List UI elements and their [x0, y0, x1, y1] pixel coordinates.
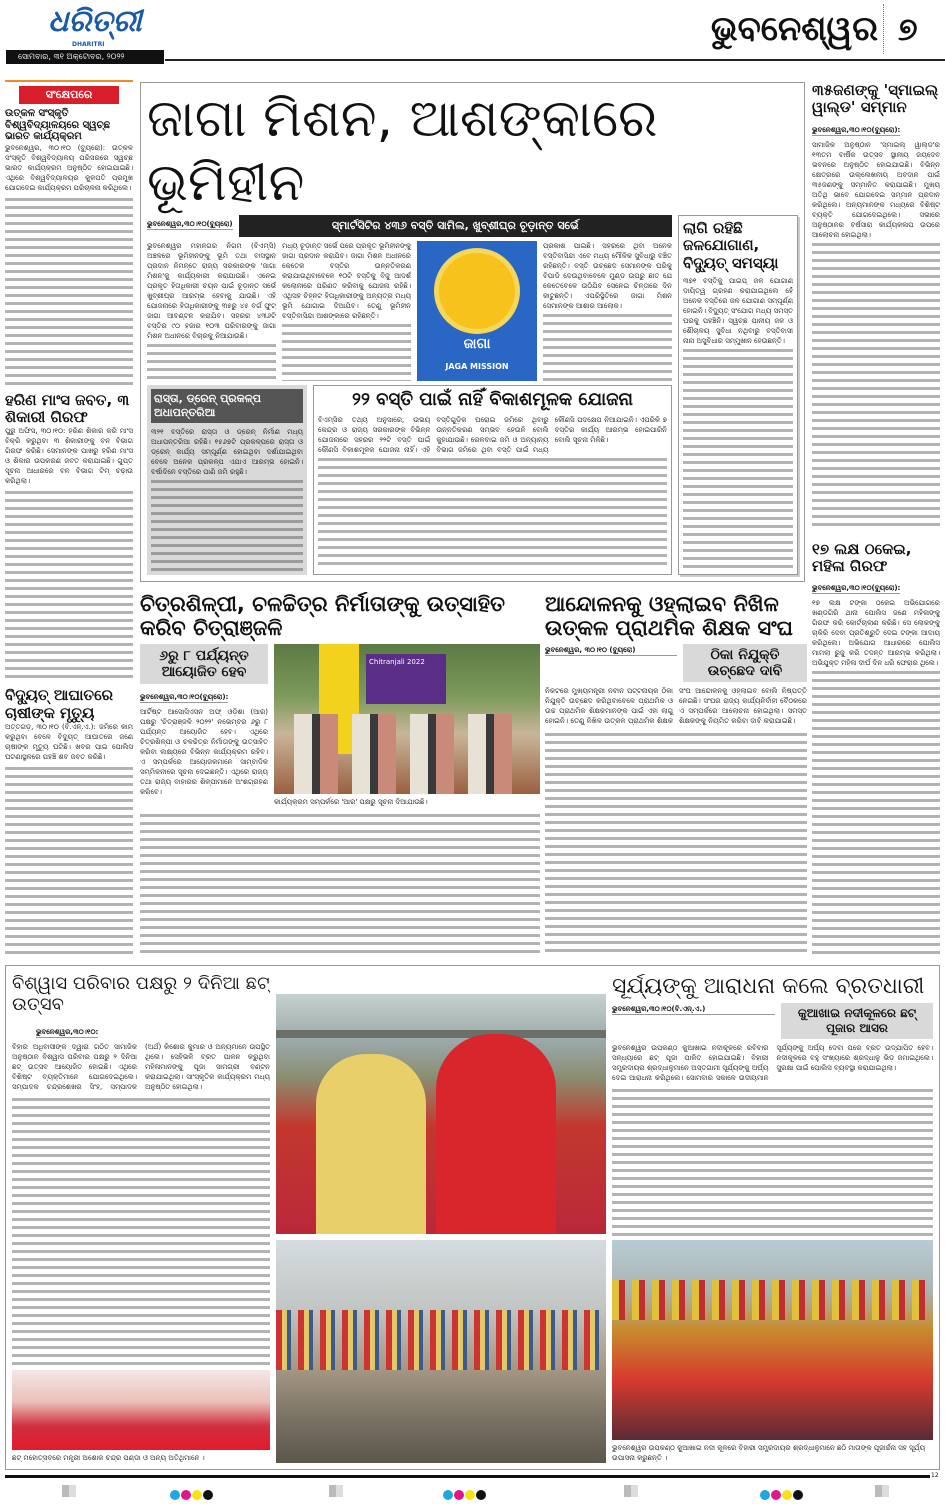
right-2-body: ୧୭ ଲକ୍ଷ ଟଙ୍କା ଠକେଇ ଅଭିଯୋଗରେ ଖଣ୍ଡଗିରି ଥାନା ପୋଲିସ ଜଣେ ମହିଳାଙ୍କୁ ଗିରଫ କରି କୋର୍ଟଚାଲାଣ କରିଛି। ସେ ଲୋକଙ୍କୁ ଚାକିରି ଦେବା ପ୍ରତିଶ୍ରୁତି ଦେଇ ଟଙ୍କା ଆଦାୟ କରିଥିଲେ। ଅଭିଯୋଗ ଆଧାରରେ ପୋଲିସ ମାମଲା ରୁଜୁ କରି ତଦନ୍ତ ଆରମ୍ଭ କରିଥିଲା। ଅଭିଯୁକ୍ତ ମହିଳା ଦୀର୍ଘ ଦିନ ଧରି ଫେରାର ଥିଲେ। — [812, 599, 940, 667]
bottom-left-headline: ବିଶ୍ୱାସ ପରିବାର ପକ୍ଷରୁ ୨ ଦିନିଆ ଛଟ୍ ଉତ୍ସବ — [12, 974, 270, 1015]
masthead — [0, 0, 945, 66]
text-filler — [5, 488, 133, 679]
lead-subhead: ସ୍ମାର୍ଟସିଟିର ୪୩୬ ବସ୍ତି ସାମିଲ, ଖୁବ୍‌ଶୀଘ୍ର ଚୂଡ଼ାନ୍ତ ସର୍ଭେ — [239, 215, 672, 237]
lead-headline: ଜାଗା ମିଶନ, ଆଶଙ୍କାରେ ଭୂମିହୀନ — [147, 89, 658, 213]
text-filler — [812, 240, 940, 529]
left-column — [5, 80, 133, 955]
brief-3-title: ବିଦ୍ୟୁତ୍ ଆଘାତରେ ଚାଷୀଙ୍କ ମୃତ୍ୟୁ — [5, 686, 113, 722]
bottom-left-photo — [12, 1370, 270, 1450]
page-number: ୭ — [898, 10, 918, 48]
color-dots — [170, 1485, 214, 1504]
right-1-body: ସାମାଜିକ ଅନୁଷ୍ଠାନ 'ସ୍ମାଇଲ୍ ୱାଲ୍ଡ'ର ୧୩ତମ ବାର୍ଷିକ ଉତ୍ସବ ସ୍ଥାନୀୟ ଜୟଦେବ ଭବନରେ ଅନୁଷ୍ଠିତ ହୋଇଯାଇଛି। ବିଭିନ୍ନ କ୍ଷେତ୍ରରେ ଉଲ୍ଲେଖନୀୟ ଅବଦାନ ପାଇଁ ୩୫ଜଣଙ୍କୁ ସମ୍ମାନିତ କରାଯାଇଛି। ମୁଖ୍ୟ ଅତିଥି ଭାବେ ଯୋଗଦେଇ ସମ୍ମାନ ପ୍ରଦାନ କରିଥିଲେ। ଅନ୍ୟମାନଙ୍କ ମଧ୍ୟରେ ବିଶିଷ୍ଟ ବ୍ୟକ୍ତି ଯୋଗଦେଇଥିଲେ। ସଭାରେ ଅନୁଷ୍ଠାନର ବର୍ଷସାରା କାର୍ଯ୍ୟକଳାପ ଉପରେ ଆଲୋଚନା ହୋଇଥିଲା। — [812, 140, 940, 239]
jaga-mission-logo — [417, 241, 537, 381]
date-bar: ସୋମବାର, ୩୧ ଅକ୍ଟୋବର, ୨୦୨୨ — [6, 50, 164, 64]
chitranjali-caption: କାର୍ଯ୍ୟକ୍ରମ ସମ୍ପର୍କରେ 'ଆର' ପକ୍ଷରୁ ସୂଚନା ଦିଆଯାଉଛି। — [274, 798, 428, 807]
brief-label: ସଂକ୍ଷେପରେ — [19, 86, 119, 104]
banner-poster: Chitranjali 2022 — [366, 654, 446, 704]
lead-body-1: ଭୁବନେଶ୍ୱର ମହାନଗର ନିଗମ (ବିଏମ୍‌ସି) ଅଞ୍ଚଳରେ ଭୂମିହୀନଙ୍କୁ ଭୂମି ତଥା ବାସସ୍ଥାନ ପ୍ରଦାନ ନିମନ୍ତେ ରାଜ୍ୟ ସରକାରଙ୍କ 'ଜାଗା ମିଶନ'କୁ କାର୍ଯ୍ୟକାରୀ କରାଯାଉଛି। ଏନେଇ ପ୍ରକୃତ ହିତାଧିକାରୀ ଚୟନ ପାଇଁ ଚୂଡ଼ାନ୍ତ ସର୍ଭେ ଖୁବ୍‌ଶୀଘ୍ର ଆରମ୍ଭ ହେବାକୁ ଯାଉଛି। ଏହି ଯୋଜନାରେ ହିତାଧିକାରୀଙ୍କୁ ୩୫ରୁ ୪୫ ବର୍ଗ ଫୁଟ୍ ଜାଗା ଆବଣ୍ଟନ କରାଯିବ। ସହରର ୪୩୬ଟି ବସ୍ତିର ୯୦ ହଜାର ୧୦୩ ପରିବାରଙ୍କୁ ଜାଗା ମିଶନ ଅଧୀନରେ ବିଚାରକୁ ନିଆଯାଉଛି। — [147, 242, 276, 340]
woman-red — [436, 1034, 556, 1234]
teacher-story — [545, 592, 807, 957]
bottom-right-box: କୁଆଖାଇ ନଦୀକୂଳରେ ଛଟ୍ ପୂଜାର ଆସର — [781, 1003, 933, 1039]
crowd — [612, 1280, 928, 1320]
color-dots — [443, 1485, 487, 1504]
text-filler — [318, 455, 667, 570]
text-filler — [147, 341, 276, 381]
side-box-headline: ଲାଗି ରହିଛି ଜଳଯୋଗାଣ, ବିଦ୍ୟୁତ୍ ସମସ୍ୟା — [683, 219, 779, 272]
right-2-title: ୧୭ ଲକ୍ଷ ଠକେଇ, ମହିଳା ଗିରଫ — [812, 539, 912, 575]
registration-square — [624, 1485, 638, 1497]
text-filler — [683, 346, 793, 570]
lead-body-3: ପ୍ରକାଶ ପାଇଛି। ସହରରେ ଥିବା ଅନେକ ବସ୍ତିବାସିନ୍ଦା ଏବେ ମଧ୍ୟ ମୌଳିକ ସୁବିଧାରୁ ବଞ୍ଚିତ ରହିଛନ୍ତି। ବସ୍ତି ଉଚ୍ଛେଦ ସେମାନଙ୍କ ଘରିକୁ ବିପାଡି ଦେଉଥିବାବେଳେ ମୁଣ୍ଡ ଉପରୁ ଛାତ ଯେ କେତେବେଳେ ଉଠିଯିବ ସେନେଇ ଚିନ୍ତାରେ ଦିନ କାଟୁଛନ୍ତି। ଏପରିସ୍ଥିତିରେ ଜାଗା ମିଶନ ସେମାନଙ୍କ ଆଶାର ଆଲୋକ। — [543, 242, 672, 310]
registration-square — [62, 1485, 76, 1497]
text-filler — [612, 1086, 933, 1237]
teacher-dateline: ଭୁବନେଶ୍ୱର, ୩୦।୧୦ (ବ୍ୟୁରୋ) — [545, 646, 677, 656]
logo-caption: JAGA MISSION — [445, 362, 509, 371]
side-box-body: ୩୭୧ ବସ୍ତିକୁ ପାଇପ୍ ଜଳ ଯୋଗାଣ ଦାୟିତ୍ୱ ଗ୍ରହଣ କରାଯାଇଥିଲେ ହେଁ ଅନେକ ବସ୍ତିରେ ଜଳ ଯୋଗାଣ ସମ୍ପୂର୍ଣ୍ଣ ହୋଇନି। ବିଦ୍ୟୁତ୍ ସଂଯୋଗ ମଧ୍ୟ ସମସ୍ତ ଘରକୁ ପହଞ୍ଚିନି। ସ୍ୱଚ୍ଛ ପାନୀୟ ଜଳ ଓ ଶୌଚାଳୟ ସୁବିଧା ନଥିବାରୁ ବସ୍ତିବାସୀ ନାନା ଅସୁବିଧାର ସମ୍ମୁଖୀନ ହେଉଛନ୍ତି। — [683, 276, 793, 345]
text-filler — [5, 195, 133, 386]
text-filler — [151, 477, 303, 571]
text-filler — [543, 311, 672, 381]
chitranjali-photo — [274, 644, 540, 794]
slums-box-body: ବିଏମ୍‌ସିର ତଥ୍ୟ ଅନୁସାରେ, ଉଭୟ କେନ୍ଦ୍ର ଓ ରାଜ୍ୟ ସରକାରଙ୍କ ବିଭିନ୍ନ ଯୋଜନାରେ ସହରର ୨୨ଟି ବସ୍ତି ପାଇଁ କୌଣସି ବିକାଶମୂଳକ ଯୋଜନା ନାହିଁ। ଏହି ବସ୍ତିଗୁଡ଼ିକ ଘରୋଇ ଜମିରେ ଥିବାରୁ ଉନ୍ନତିକରଣ ସମ୍ଭବ ହେଉନି ବୋଲି କୁହାଯାଉଛି। ରେଳବାଇ ଜମି ଓ ଅନ୍ୟାନ୍ୟ ବିଭାଗ ଜମିରେ ଥିବା ବସ୍ତି ପାଇଁ ମଧ୍ୟ କୌଣସି ପଦକ୍ଷେପ ନିଆଯାଇନି। ଏପରିକି ୭ ବସ୍ତିର କାର୍ଯ୍ୟ ଆରମ୍ଭ ହୋଇପାରିନି ବୋଲି ସୂଚନା ମିଳିଛି। — [318, 415, 667, 454]
lead-dateline: ଭୁବନେଶ୍ୱର,୩୦।୧୦(ବ୍ୟୁରୋ) — [147, 220, 233, 228]
chhath-photo-main — [276, 994, 606, 1234]
brief-3-body: ଅତ୍ତଗଡ଼, ୩୦।୧୦ (ବି.ଏନ୍.ଏ.): ଜମିରେ କାମ କରୁଥିବା ବେଳେ ବିଦ୍ୟୁତ୍ ଆଘାତରେ ଜଣେ ଚାଷୀଙ୍କ ମୃତ୍ୟୁ ଘଟିଛି। ଖବର ପାଇ ପୋଲିସ ଘଟଣାସ୍ଥଳରେ ପହଞ୍ଚି ଶବ ଜବତ କରିଛି। — [5, 722, 133, 761]
bottom-right-caption: ଭୁବନେଶ୍ୱର ଉପକଣ୍ଠ କୁଆଖାଇ ନଦୀ କୂଳରେ ବିହାରୀ ସମ୍ପ୍ରଦାୟର ଶ୍ରଦ୍ଧାଳୁମାନେ ଛଠି ମାତାଙ୍କ ପୂଜାର୍ଚ୍ଚନା ସହ ସୂର୍ଯ୍ୟ ଉପାସନା କରୁଛନ୍ତି । — [612, 1444, 926, 1462]
teacher-box: ଠିକା ନିଯୁକ୍ତି ଉଚ୍ଛେଦ ଦାବି — [683, 644, 807, 682]
top-rule — [165, 59, 945, 61]
color-dots — [760, 1485, 804, 1504]
right-2-dateline: ଭୁବନେଶ୍ୱର,୩୦।୧୦(ବ୍ୟୁରୋ): — [812, 584, 901, 592]
roads-box-headline: ରାସ୍ତା, ଡ୍ରେନ୍ ପ୍ରକଳ୍ପ ଅଧାପନ୍ତରିଆ — [151, 389, 303, 423]
text-filler — [282, 321, 411, 381]
people — [294, 714, 524, 794]
bottom-left-caption: ଛଟ୍ ମହୋତ୍ସବରେ ମନ୍ତ୍ରୀ ଅଶୋକ ଚନ୍ଦ୍ର ପଣ୍ଡା ଓ ଅନ୍ୟ ଅତିଥିମାନେ । — [12, 1454, 205, 1462]
side-box — [678, 215, 798, 575]
right-column — [812, 82, 940, 957]
slums-box-headline: ୨୨ ବସ୍ତି ପାଇଁ ନାହିଁ ବିକାଶମୂଳକ ଯୋଜନା — [351, 389, 634, 410]
teacher-headline: ଆନ୍ଦୋଳନକୁ ଓହ୍ଲାଇବ ନିଖିଳ ଉତ୍କଳ ପ୍ରାଥମିକ ଶିକ୍ଷକ ସଂଘ — [545, 592, 793, 641]
text-filler — [545, 730, 807, 957]
woman-yellow — [316, 1054, 426, 1234]
page-ref: 12 — [931, 1472, 939, 1479]
bridge — [276, 1030, 606, 1038]
brief-2-title: ହରିଣ ମାଂସ ଜବତ, ୩ ଶିକାରୀ ଗିରଫ — [5, 390, 130, 426]
chitranjali-body-left: ଆର୍ଟିଷ୍ଟ ଆସୋସିଏସନ ଅଫ୍ ଓଡ଼ିଶା (ଆର) ପକ୍ଷରୁ 'ଚିତ୍ରାଞ୍ଜଳି ୨୦୨୨' ନଭେମ୍ବର ୬ରୁ ୮ ପର୍ଯ୍ୟନ୍ତ ଆୟୋଜିତ ହେବ। ଏଥିରେ ଚିତ୍ରଶିଳ୍ପୀ ଓ ଚଳଚ୍ଚିତ୍ର ନିର୍ମାତାଙ୍କୁ ଉତ୍ସାହିତ କରିବା ଲକ୍ଷ୍ୟରେ ବିଭିନ୍ନ କାର୍ଯ୍ୟକ୍ରମ ରହିବ। ଏ ସମ୍ପର୍କରେ ଆୟୋଜକମାନେ ସାମ୍ବାଦିକ ସମ୍ମିଳନୀରେ ସୂଚନା ଦେଇଛନ୍ତି। ଏଥିରେ ରାଜ୍ୟ ତଥା ରାଜ୍ୟ ବାହାରର ଶିଳ୍ପୀମାନେ ଅଂଶଗ୍ରହଣ କରିବେ। — [140, 708, 268, 797]
brief-1-title: ଉତ୍କଳ ସଂସ୍କୃତି ବିଶ୍ୱବିଦ୍ୟାଳୟରେ ସ୍ୱଚ୍ଛ ଭାରତ କାର୍ଯ୍ୟକ୍ରମ — [5, 108, 111, 142]
bottom-left-body: ବିହାର ଅଧିବାସୀଙ୍କ ଦ୍ୱାରା ଗଠିତ ସାମାଜିକ ଅନୁଷ୍ଠାନ ବିଶ୍ୱାସ ପରିବାର ପକ୍ଷରୁ ୨ ଦିନିଆ ଛଟ୍ ଉତ୍ସବ ଆୟୋଜିତ ହୋଇଛି। ଏଥିରେ ବିଶିଷ୍ଟ ବ୍ୟକ୍ତିମାନେ ଯୋଗଦେଇଥିଲେ। ସମ୍ପାଦକ ଚନ୍ଦ୍ରଶେଖର ସିଂହ, ସମ୍ପାଦକ (ଅର୍ଥ) କିଶୋର କୁମାର ଓ ଅନ୍ୟମାନେ ଉପସ୍ଥିତ ଥିଲେ। ସେହିଭଳି ବ୍ରତ ପାଳନ କରୁଥିବା ମହିଳାମାନଙ୍କୁ ପୂଜା ସାମଗ୍ରୀ ବଣ୍ଟନ କରାଯାଇଥିଲା। ସାଂସ୍କୃତିକ କାର୍ଯ୍ୟକ୍ରମ ମଧ୍ୟ ଅନୁଷ୍ଠିତ ହୋଇଥିଲା। — [12, 1043, 270, 1092]
brief-1-body: ଭୁବନେଶ୍ୱର, ୩୦।୧୦ (ବ୍ୟୁରୋ): ଉତ୍କଳ ସଂସ୍କୃତି ବିଶ୍ୱବିଦ୍ୟାଳୟ ପରିସରରେ ସ୍ୱଚ୍ଛ ଭାରତ କାର୍ଯ୍ୟକ୍ରମ ଅନୁଷ୍ଠିତ ହୋଇଯାଇଛି। ଏଥିରେ ବିଶ୍ୱବିଦ୍ୟାଳୟର କୁଳପତି ପ୍ରମୁଖ ଯୋଗଦେଇ କାର୍ଯ୍ୟକ୍ରମ ପରିଚାଳନା କରିଥିଲେ। — [5, 143, 133, 192]
registration-square — [875, 1485, 889, 1497]
text-filler — [812, 668, 940, 957]
bottom-right-body: ଭୁବନେଶ୍ୱର ଉପକଣ୍ଠ କୁଆଖାଇ ନଦୀକୂଳରେ ରବିବାର ସନ୍ଧ୍ୟାରେ ଛଟ୍ ପୂଜା ପାଳିତ ହୋଇଯାଇଛି। ବିହାରୀ ସମ୍ପ୍ରଦାୟର ଶ୍ରଦ୍ଧାଳୁମାନେ ଅସ୍ତଗାମୀ ସୂର୍ଯ୍ୟଙ୍କୁ ଅର୍ଘ୍ୟ ଦେଇ ଆରାଧନା କରିଥିଲେ। ସୋମବାର ସକାଳେ ଉଦୀୟମାନ ସୂର୍ଯ୍ୟଙ୍କୁ ଅର୍ଘ୍ୟ ଦେବା ପରେ ବ୍ରତ ଉଦ୍‌ଯାପିତ ହେବ। ନଦୀକୂଳରେ ବହୁ ସଂଖ୍ୟାରେ ଶ୍ରଦ୍ଧାଳୁ ଭିଡ଼ ଜମାଇଥିଲେ। ସୁରକ୍ଷା ପାଇଁ ପୋଲିସ ବ୍ୟବସ୍ଥା କରାଯାଇଥିଲା। — [612, 1044, 933, 1083]
logo-word: ଜାଗା — [463, 336, 491, 352]
bottom-right-headline: ସୂର୍ଯ୍ୟଙ୍କୁ ଆରାଧନା କଲେ ବ୍ରତଧାରୀ — [612, 974, 925, 999]
slums-box — [313, 385, 672, 575]
logo-subtitle: DHARITRI — [72, 41, 105, 48]
chitranjali-dateline: ଭୁବନେଶ୍ୱର,୩୦।୧୦(ବ୍ୟୁରୋ): — [140, 693, 229, 702]
bottom-left-dateline: ଭୁବନେଶ୍ୱର,୩୦।୧୦: — [36, 1028, 99, 1037]
bottom-right-dateline: ଭୁବନେଶ୍ୱର,୩୦।୧୦(ବି.ଏନ୍.ଏ.) — [612, 1005, 775, 1015]
teacher-body: ନିକଟରେ ମୁଖ୍ୟମନ୍ତ୍ରୀ ନବୀନ ପଟ୍ଟନାୟକ ଠିକା ନିଯୁକ୍ତି ଉଚ୍ଛେଦ କରିଥିବାବେଳେ ପ୍ରାଥମିକ ଓ ଉଚ୍ଚ ପ୍ରାଥମିକ ଶିକ୍ଷକମାନଙ୍କ ପାଇଁ ଏହା ଲାଗୁ ହୋଇନି। ତେଣୁ ନିଖିଳ ଉତ୍କଳ ପ୍ରାଥମିକ ଶିକ୍ଷକ ସଂଘ ଆନ୍ଦୋଳନକୁ ଓହ୍ଲାଇବ ବୋଲି ନିଷ୍ପତ୍ତି ନେଇଛି। ସଂଘର ରାଜ୍ୟ କାର୍ଯ୍ୟନିର୍ବାହୀ ବୈଠକରେ ଏ ସମ୍ପର୍କରେ ଆଲୋଚନା ହୋଇଥିଲା। ସମସ୍ତ ଶିକ୍ଷକଙ୍କୁ ନିୟମିତ କରିବା ଦାବି କରାଯାଇଛି। — [545, 687, 807, 726]
brief-2-body: ପୁରୁ ଅଫିସ, ୩୦।୧୦: ହରିଣ ଶିକାର କରି ମାଂସ ବିକ୍ରି କରୁଥିବା ୩ ଶିକାରୀଙ୍କୁ ବନ ବିଭାଗ ଗିରଫ କରିଛି। ସେମାନଙ୍କ ପାଖରୁ ହରିଣ ମାଂସ ଓ ଶିକାର ଉପକରଣ ଜବତ କରାଯାଇଛି। ଗୁପ୍ତ ସୂଚନା ଆଧାରରେ ବନ ବିଭାଗ ଟିମ୍ ଚଢ଼ାଉ କରିଥିଲା। — [5, 427, 133, 486]
chitranjali-headline: ଚିତ୍ରଶିଳ୍ପୀ, ଚଳଚ୍ଚିତ୍ର ନିର୍ମାତାଙ୍କୁ ଉତ୍ସାହିତ କରିବ ଚିତ୍ରାଞ୍ଜଳି — [140, 592, 505, 641]
section-title: ଭୁବନେଶ୍ୱର — [710, 9, 878, 49]
lead-body-2: ମଧ୍ୟ ଚୂଡ଼ାନ୍ତ ସର୍ଭେ ପରେ ପ୍ରକୃତ ଭୂମିହୀନଙ୍କୁ ଜାଗା ପ୍ରଦାନ କରାଯିବ। ଜାଗା ମିଶନ ଅଧୀନରେ କେତେକ ବସ୍ତିର ଉନ୍ନତିକରଣ କରାଯାଉଥିବାବେଳେ ୧୦ଟି ବସ୍ତିକୁ ବିଜୁ ଆଦର୍ଶ କଲୋନୀରେ ପରିଣତ କରିବାକୁ ଯୋଜନା ରହିଛି। ଏଥିସହ ଚିହ୍ନଟ ହିତାଧିକାରୀଙ୍କୁ ଅନ୍ୟତ୍ର ମଧ୍ୟ ଭୂମି ଯୋଗାଇ ଦିଆଯିବ। ତେଣୁ ଭୂମିହୀନ ବସ୍ତିବାସିନ୍ଦା ଆଶଙ୍କାରେ ରହିଛନ୍ତି। — [282, 242, 411, 320]
text-filler — [5, 764, 133, 955]
text-filler — [12, 1095, 270, 1367]
bottom-rule — [5, 1475, 930, 1478]
right-1-title: ୩୫ଜଣଙ୍କୁ 'ସ୍ମାଇଲ୍ ୱାଲ୍ଡ' ସମ୍ମାନ — [812, 82, 939, 117]
chhath-section — [5, 965, 940, 1470]
chitranjali-story — [140, 592, 540, 957]
orange-rule — [5, 80, 133, 82]
crowd — [276, 1310, 606, 1370]
right-1-dateline: ଭୁବନେଶ୍ୱର,୩୦।୧୦(ବ୍ୟୁରୋ): — [812, 125, 901, 134]
sun-icon — [439, 253, 515, 329]
chhath-photo-right — [612, 1240, 933, 1440]
divider — [883, 4, 884, 54]
logo: ଧରିତ୍ରୀ — [48, 4, 142, 39]
chhath-photo-river — [276, 1240, 606, 1463]
roads-box — [147, 385, 307, 575]
registration-square — [329, 1485, 343, 1497]
roads-box-body: ୩୨୧ ବସ୍ତିରେ ରାସ୍ତା ଓ ଡ୍ରେନ୍ ନିର୍ମାଣ ମଧ୍ୟ ଅଧାପନ୍ତରିଆ ରହିଛି। ୧୫୬୭ଟି ପ୍ରକଳ୍ପରେ ରାସ୍ତା ଓ ଡ୍ରେନ୍ କାର୍ଯ୍ୟ ସମ୍ପୂର୍ଣ୍ଣ ହୋଇଥିବା ଦର୍ଶାଯାଇଥିବା ବେଳେ ଅନେକ ପ୍ରକଳ୍ପ ଏଯାଏ ଆରମ୍ଭ ହୋଇନି। ବର୍ଷାଦିନେ ବସ୍ତିରେ ପାଣି ଜମି ରହୁଛି। — [151, 428, 303, 476]
text-filler — [140, 811, 540, 957]
chitranjali-box: ୬ରୁ ୮ ପର୍ଯ୍ୟନ୍ତ ଆୟୋଜିତ ହେବ — [140, 644, 268, 684]
lead-story — [140, 82, 805, 582]
